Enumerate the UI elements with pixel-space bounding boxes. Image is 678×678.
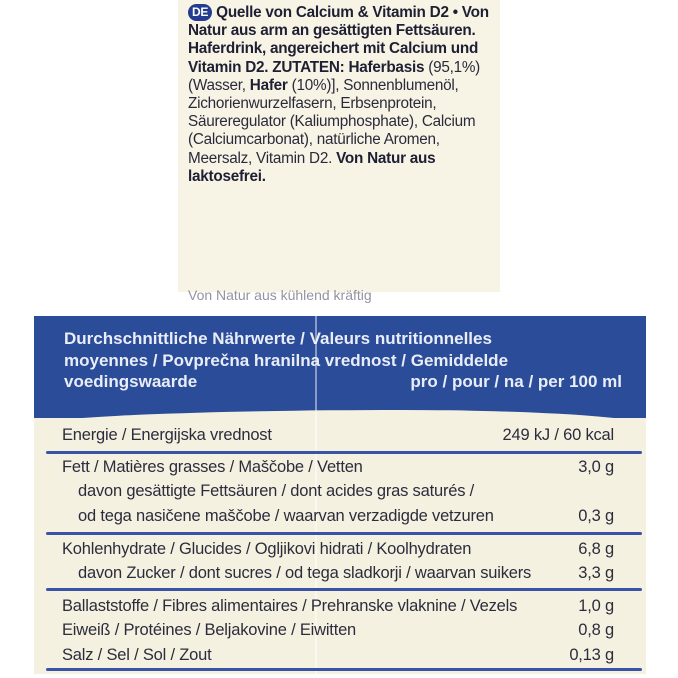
header-line-3: voedingswaarde — [64, 372, 198, 391]
table-row — [34, 538, 646, 560]
zutaten-label: ZUTATEN: — [272, 58, 345, 76]
table-row — [34, 480, 646, 502]
table-row — [34, 619, 646, 641]
table-row — [34, 595, 646, 617]
table-row — [34, 505, 646, 527]
language-badge: DE — [188, 4, 212, 21]
row-value: 0,3 g — [578, 507, 614, 525]
row-label: Kohlenhydrate / Glucides / Ogljikovi hidrati / Koolhydraten — [62, 540, 472, 558]
cutoff-line: Von Natur aus kühlend kräftig — [188, 287, 372, 303]
row-value: 1,0 g — [578, 597, 614, 615]
row-value: 3,3 g — [578, 564, 614, 582]
row-value: 3,0 g — [578, 458, 614, 476]
pct-wasser: (95,1%) (Wasser, — [188, 58, 481, 94]
row-label: Energie / Energijska vrednost — [62, 426, 272, 444]
header-line-2: moyennes / Povprečna hranilna vrednost / Gemiddelde — [64, 350, 509, 370]
separator — [46, 532, 642, 535]
row-value: 249 kJ / 60 kcal — [502, 426, 614, 444]
ingredients-text — [188, 4, 494, 186]
intro-text: Quelle von Calcium & Vitamin D2 • Von Natur aus arm an gesättigten Fettsäuren. Haferdrink, angereichert mit Calcium und Vitamin D2. — [188, 4, 489, 76]
row-label: davon Zucker / dont sucres / od tega sladkorji / waarvan suikers — [78, 564, 532, 582]
table-row — [34, 562, 646, 584]
haferbasis: Haferbasis — [348, 58, 425, 76]
separator — [46, 451, 642, 454]
row-label: od tega nasičene maščobe / waarvan verzadigde vetzuren — [78, 507, 494, 525]
nutrition-table — [34, 316, 646, 674]
ingredient-list: (10%)], Sonnenblumenöl, Zichorienwurzelfasern, Erbsenprotein, Säureregulator (Kaliumphosphate), Calcium (Calciumcarbonat), natürliche Aromen, Meersalz, Vitamin D2. — [188, 76, 476, 167]
row-label: Eiweiß / Protéines / Beljakovine / Eiwitten — [62, 621, 357, 639]
row-value: 6,8 g — [578, 540, 614, 558]
separator — [46, 588, 642, 591]
row-value: 0,13 g — [569, 646, 614, 664]
header-per-100ml: pro / pour / na / per 100 ml — [410, 372, 622, 391]
row-label: Fett / Matières grasses / Maščobe / Vetten — [62, 458, 363, 476]
table-row — [34, 424, 646, 446]
header-line-1: Durchschnittliche Nährwerte / Valeurs nutritionnelles — [64, 329, 492, 348]
ingredients-label — [178, 0, 500, 303]
hafer: Hafer — [249, 76, 288, 94]
row-label: davon gesättigte Fettsäuren / dont acides gras saturés / — [78, 482, 475, 500]
row-label: Ballaststoffe / Fibres alimentaires / Prehranske vlaknine / Vezels — [62, 597, 518, 615]
lactose-free-note: Von Natur aus laktosefrei. — [188, 149, 436, 185]
row-value: 0,8 g — [578, 621, 614, 639]
table-row — [34, 644, 646, 666]
table-row — [34, 456, 646, 478]
row-label: Salz / Sel / Sol / Zout — [62, 646, 212, 664]
nutrition-header — [34, 316, 646, 418]
separator — [46, 668, 642, 671]
